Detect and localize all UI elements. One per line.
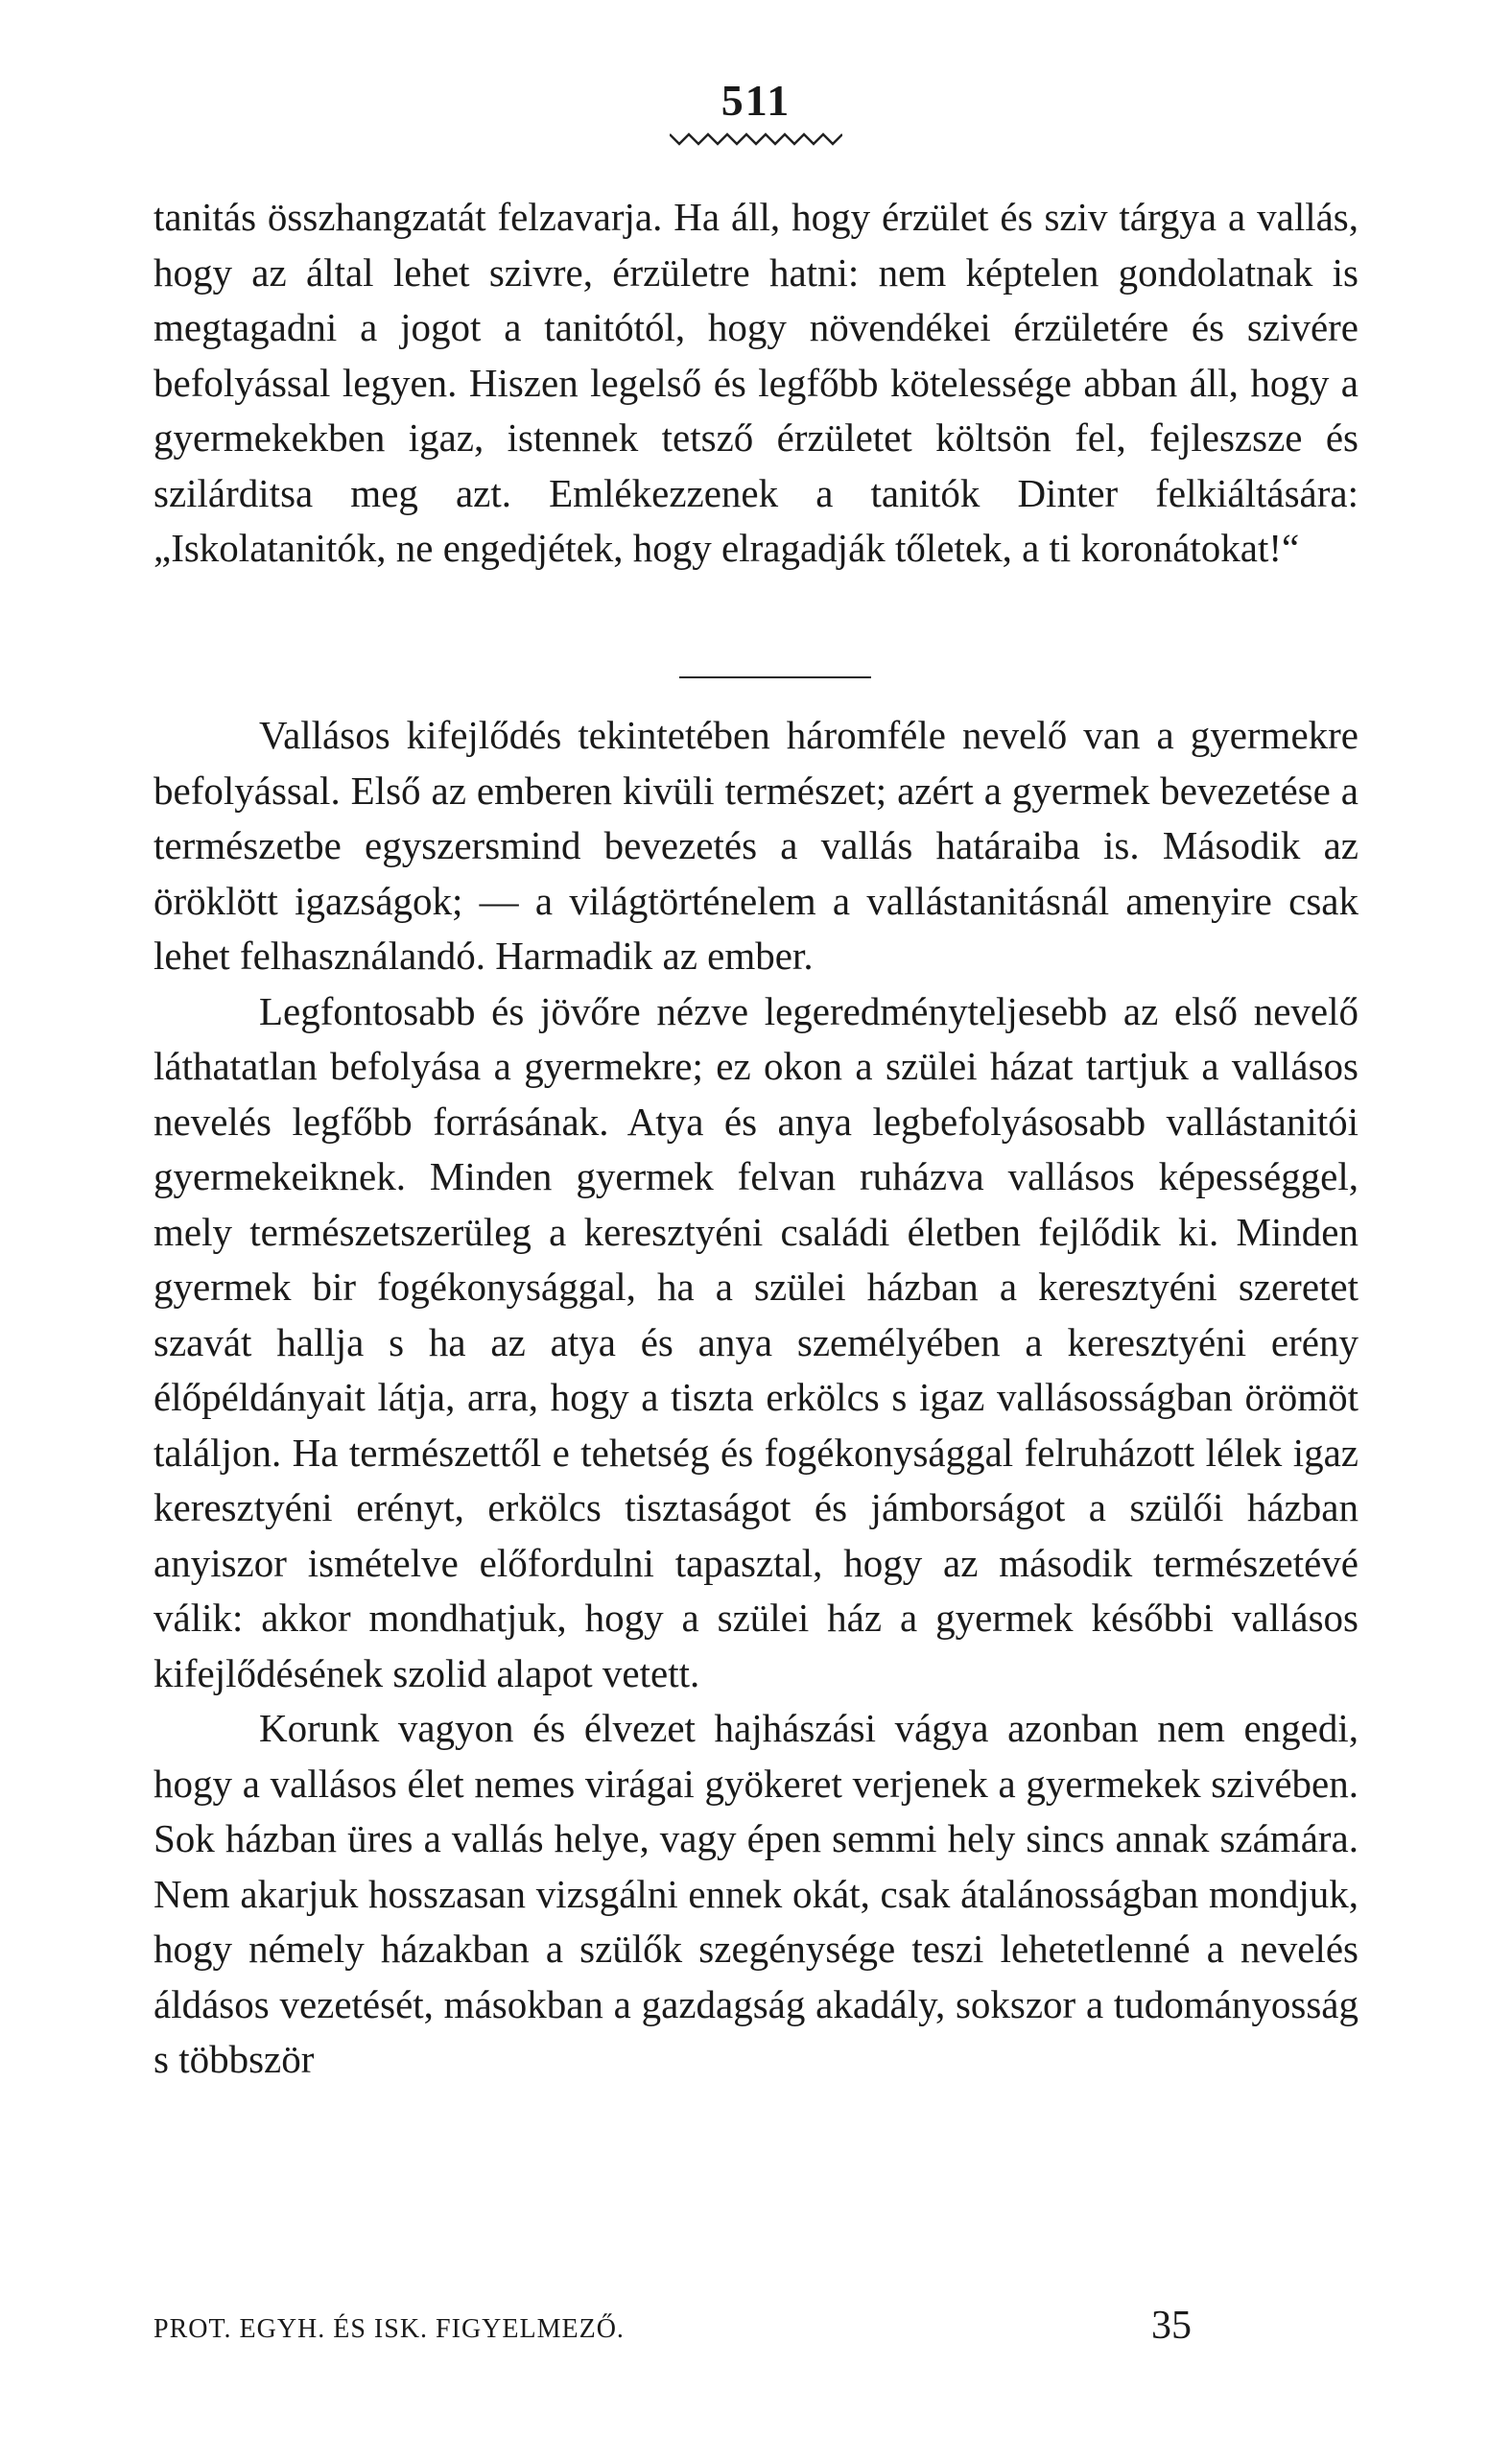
page-number: 511	[721, 76, 791, 125]
footer-journal-title: PROT. EGYH. ÉS ISK. FIGYELMEZŐ.	[154, 2314, 625, 2344]
paragraph: Vallásos kifejlődés tekintetében háromféle nevelő van a gyermekre befolyással. Első az emberen kivüli természet; azért a gyermek bevezetése a természetbe egyszersmind bevezetés a vallás határaiba is. Második az öröklött igazságok; — a világtörténelem a vallástanitásnál amenyire csak lehet felhasználandó. Harmadik az ember.	[154, 713, 1358, 978]
page-footer	[154, 2303, 1358, 2351]
page-number-ornament	[670, 130, 842, 148]
paragraph: tanitás összhangzatát felzavarja. Ha áll, hogy érzület és sziv tárgya a vallás, hogy az által lehet szivre, érzületre hatni: nem képtelen gondolatnak is megtagadni a jogot a tanitótól, hogy növendékei érzületére és szivére befolyással legyen. Hiszen legelső és legfőbb kötelessége abban áll, hogy a gyermekekben igaz, istennek tetsző érzületet költsön fel, fejleszsze és szilárditsa meg azt. Emlékezzenek a tanitók Dinter felkiáltására: „Iskolatanitók, ne engedjétek, hogy elragadják tőletek, a ti koronátokat!“	[154, 195, 1358, 570]
section-separator	[679, 676, 871, 678]
text-block-main	[154, 708, 1358, 2088]
paragraph: Legfontosabb és jövőre nézve legeredményteljesebb az első nevelő láthatatlan befolyása a gyermekre; ez okon a szülei házat tartjuk a vallásos nevelés legfőbb forrásának. Atya és anya legbefolyásosabb vallástanitói gyermekeiknek. Minden gyermek felvan ruházva vallásos képességgel, mely természetszerüleg a keresztyéni családi életben fejlődik ki. Minden gyermek bir fogékonysággal, ha a szülei házban a keresztyéni szeretet szavát hallja s ha az atya és anya személyében a keresztyéni erény élőpéldányait látja, arra, hogy a tiszta erkölcs s igaz vallásosságban örömöt találjon. Ha természettől e tehetség és fogékonysággal felruházott lélek igaz keresztyéni erényt, erkölcs tisztaságot és jámborságot a szülői házban anyiszor ismételve előfordulni tapasztal, hogy az második természetévé válik: akkor mondhatjuk, hogy a szülei ház a gyermek későbbi vallásos kifejlődésének szolid alapot vetett.	[154, 988, 1358, 1695]
paragraph: Korunk vagyon és élvezet hajhászási vágya azonban nem engedi, hogy a vallásos élet nemes virágai gyökeret verjenek a gyermekek szivében. Sok házban üres a vallás helye, vagy épen semmi hely sincs annak számára. Nem akarjuk hosszasan vizsgálni ennek okát, csak átalánosságban mondjuk, hogy némely házakban a szülők szegénysége teszi lehetetlenné a nevelés áldásos vezetését, másokban a gazdagság akadály, sokszor a tudományosság s többször	[154, 1706, 1358, 2081]
footer-sheet-number: 35	[1151, 2304, 1192, 2348]
text-block-continuation	[154, 190, 1358, 577]
